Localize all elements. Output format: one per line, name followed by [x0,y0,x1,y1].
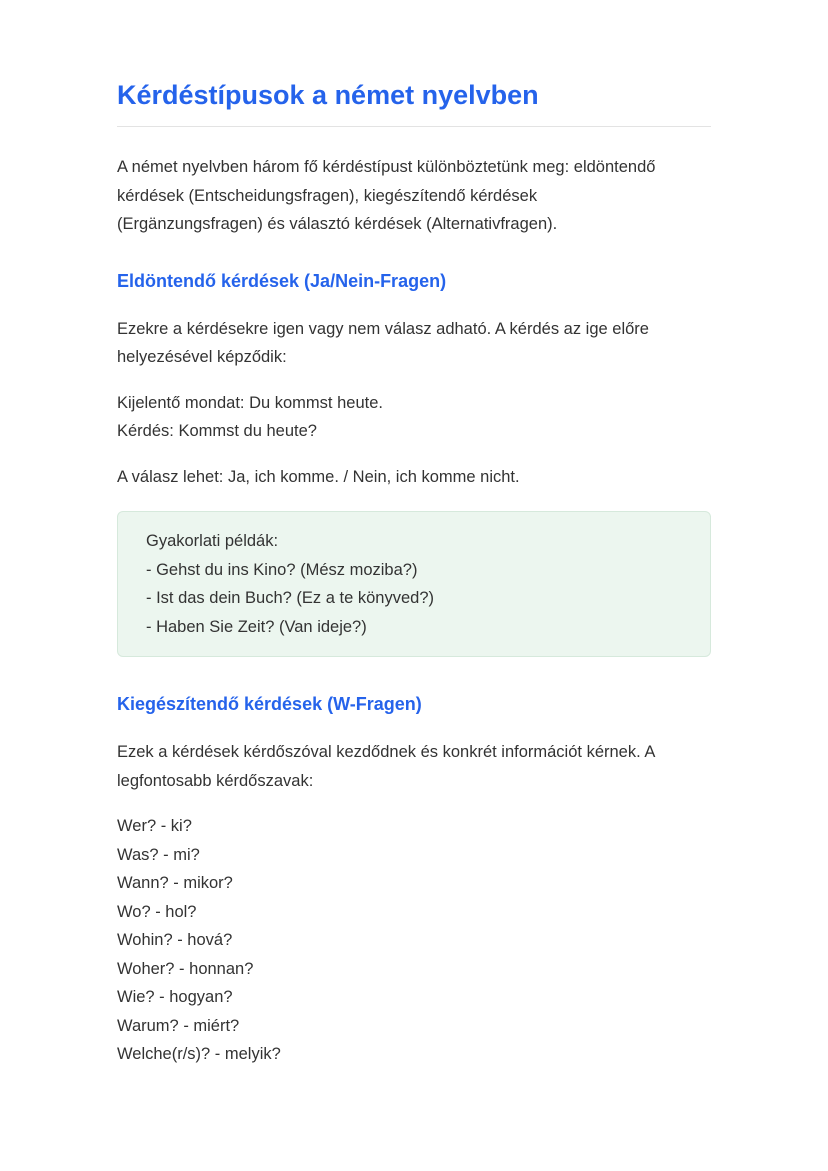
statement-question-example-paragraph [117,389,711,446]
text-line: Ezekre a kérdésekre igen vagy nem válasz adható. A kérdés az ige előre [117,319,649,338]
question-words-list [117,812,711,1069]
text-line: A német nyelvben három fő kérdéstípust különböztetünk meg: eldöntendő [117,158,656,176]
text-line: kérdések (Entscheidungsfragen), kiegészítendő kérdések [117,186,538,205]
answer-paragraph [117,463,711,492]
question-word-item: Wie? - hogyan? [117,988,233,1006]
callout-example-item: - Ist das dein Buch? (Ez a te könyved?) [146,589,434,607]
callout-example-item: - Gehst du ins Kino? (Mész moziba?) [146,560,418,579]
question-word-item: Wann? - mikor? [117,874,233,892]
callout-example-item: - Haben Sie Zeit? (Van ideje?) [146,617,367,636]
question-word-item: Was? - mi? [117,845,200,864]
yes-no-description-paragraph [117,315,711,372]
text-line: legfontosabb kérdőszavak: [117,771,314,790]
question-word-item: Warum? - miért? [117,1016,240,1035]
text-line: (Ergänzungsfragen) és választó kérdések (Alternativfragen). [117,215,558,233]
text-line: Kérdés: Kommst du heute? [117,422,317,440]
text-line: Ezek a kérdések kérdőszóval kezdődnek és konkrét információt kérnek. A [117,743,656,761]
section-heading-w-questions: Kiegészítendő kérdések (W-Fragen) [117,694,422,714]
w-description-paragraph [117,738,711,795]
section-heading-yes-no-questions: Eldöntendő kérdések (Ja/Nein-Fragen) [117,270,447,291]
question-word-item: Wo? - hol? [117,902,197,921]
question-word-item: Wohin? - hová? [117,931,233,949]
intro-paragraph [117,153,711,239]
practical-examples-callout [117,511,711,657]
title-divider [117,126,711,127]
page-title: Kérdéstípusok a német nyelvben [117,80,539,110]
question-word-item: Welche(r/s)? - melyik? [117,1045,281,1063]
callout-title: Gyakorlati példák: [146,532,279,550]
question-word-item: Wer? - ki? [117,817,192,835]
text-line: helyezésével képződik: [117,348,287,366]
text-line: Kijelentő mondat: Du kommst heute. [117,393,383,412]
question-word-item: Woher? - honnan? [117,959,254,978]
text-line: A válasz lehet: Ja, ich komme. / Nein, ich komme nicht. [117,467,520,486]
